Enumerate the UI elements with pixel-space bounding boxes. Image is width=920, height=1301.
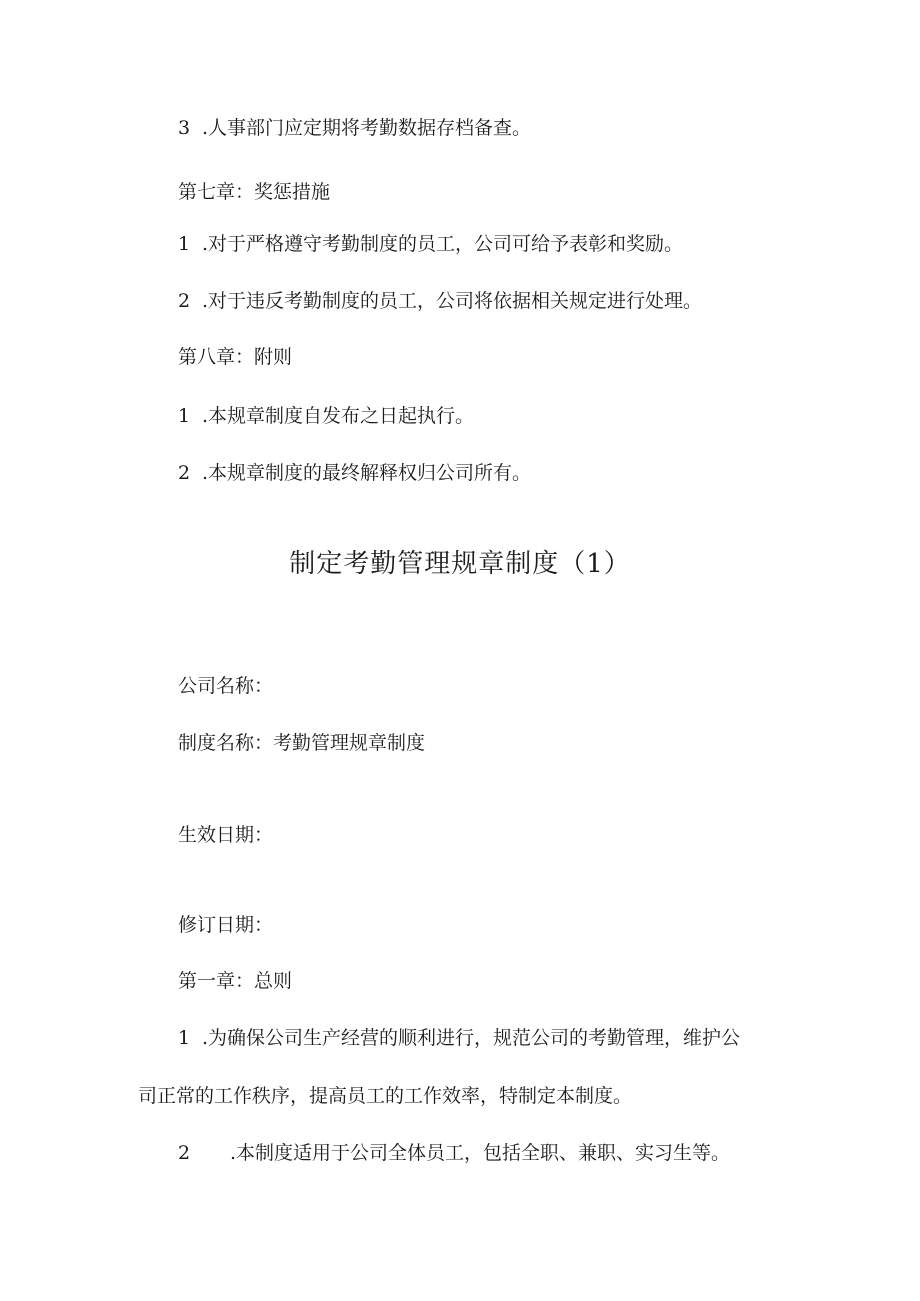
item-text: .人事部门应定期将考勤数据存档备查。: [202, 117, 532, 139]
section-a-item-3: [178, 116, 531, 140]
item-number: 2: [178, 1142, 191, 1164]
company-name-label: 公司名称：: [178, 675, 274, 697]
item-number: 1: [178, 405, 191, 427]
item-text: .本制度适用于公司全体员工，包括全职、兼职、实习生等。: [230, 1142, 731, 1164]
item-text: .对于违反考勤制度的员工，公司将依据相关规定进行处理。: [202, 290, 703, 312]
item-number: 2: [178, 290, 191, 312]
chapter-8-heading: 第八章：附则: [178, 346, 293, 368]
item-number: 3: [178, 117, 191, 139]
item-number: 2: [178, 462, 191, 484]
chapter-7-heading: 第七章：奖惩措施: [178, 181, 331, 203]
revision-date-label: 修订日期：: [178, 914, 274, 936]
item-text: .本规章制度的最终解释权归公司所有。: [202, 462, 532, 484]
chapter-1-item-1-line-1: [178, 1026, 740, 1050]
chapter-8-item-2: [178, 461, 531, 485]
chapter-1-item-2: [178, 1141, 730, 1165]
document-title: 制定考勤管理规章制度（1）: [289, 549, 631, 579]
chapter-1-heading: 第一章：总则: [178, 970, 293, 992]
item-text: .为确保公司生产经营的顺利进行，规范公司的考勤管理，维护公: [202, 1027, 741, 1049]
chapter-7-item-1: [178, 232, 683, 256]
item-number: 1: [178, 1027, 191, 1049]
chapter-1-item-1-line-2: 司正常的工作秩序，提高员工的工作效率，特制定本制度。: [138, 1085, 633, 1107]
item-text: .对于严格遵守考勤制度的员工，公司可给予表彰和奖励。: [202, 233, 684, 255]
item-number: 1: [178, 233, 191, 255]
effective-date-label: 生效日期：: [178, 824, 274, 846]
chapter-8-item-1: [178, 404, 474, 428]
item-text: .本规章制度自发布之日起执行。: [202, 405, 475, 427]
chapter-7-item-2: [178, 289, 702, 313]
policy-name: 制度名称：考勤管理规章制度: [178, 732, 426, 754]
